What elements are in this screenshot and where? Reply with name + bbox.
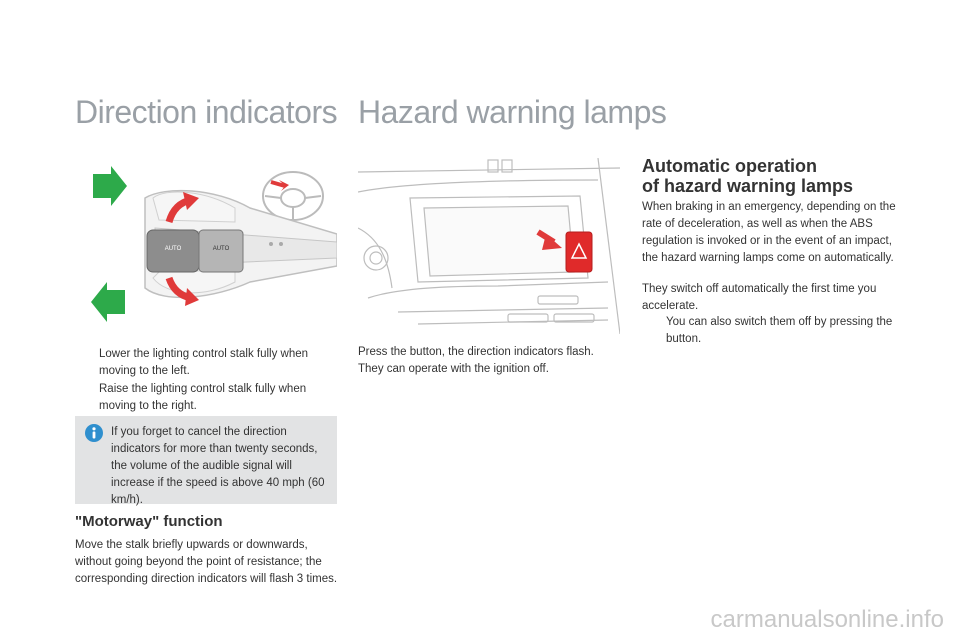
list-item bbox=[642, 314, 900, 348]
stalk-label-auto: AUTO bbox=[164, 246, 182, 252]
indicator-instructions-list bbox=[75, 346, 337, 416]
motorway-function-heading: "Motorway" function bbox=[75, 513, 223, 530]
hazard-warning-title: Hazard warning lamps bbox=[358, 94, 667, 130]
info-icon bbox=[85, 424, 103, 442]
info-text: If you forget to cancel the direction indicators for more than twenty seconds, the volume of the audible signal will increase if the speed is above 40 mph (60 km/h). bbox=[111, 426, 325, 506]
info-box bbox=[75, 416, 337, 504]
bullet-text-right: Raise the lighting control stalk fully when moving to the right. bbox=[99, 383, 307, 412]
list-item bbox=[75, 381, 337, 415]
steering-wheel-icon bbox=[263, 172, 323, 220]
bullet-text-left: Lower the lighting control stalk fully when moving to the left. bbox=[99, 348, 309, 377]
motorway-function-text: Move the stalk briefly upwards or downwards, without going beyond the point of resistance; the corresponding direction indicators will flash 3 times. bbox=[75, 539, 338, 585]
automatic-operation-heading-line2: of hazard warning lamps bbox=[642, 176, 854, 196]
automatic-operation-list bbox=[642, 314, 900, 349]
stalk-illustration bbox=[75, 158, 337, 334]
direction-indicators-title: Direction indicators bbox=[75, 94, 338, 130]
dashboard-illustration bbox=[358, 158, 620, 334]
automatic-operation-para2: They switch off automatically the first time you accelerate. bbox=[642, 283, 877, 312]
green-left-arrow-icon bbox=[91, 282, 125, 322]
switch-off-bullet-text: You can also switch them off by pressing the button. bbox=[666, 316, 893, 345]
automatic-operation-heading-line1: Automatic operation bbox=[642, 156, 818, 176]
automatic-operation-para1: When braking in an emergency, depending on the rate of deceleration, as well as when the ABS regulation is invoked or in the event of an impact, the hazard warning lamps come on automatically. bbox=[642, 201, 896, 264]
green-right-arrow-icon bbox=[93, 166, 127, 206]
hazard-press-text: Press the button, the direction indicators flash. bbox=[358, 346, 594, 358]
hazard-button-icon bbox=[566, 232, 592, 272]
automatic-operation-heading bbox=[642, 156, 853, 196]
list-item bbox=[75, 346, 337, 380]
stalk-label-auto-2: AUTO bbox=[212, 246, 230, 252]
hazard-ignition-text: They can operate with the ignition off. bbox=[358, 363, 549, 375]
watermark: carmanualsonline.info bbox=[710, 606, 944, 633]
